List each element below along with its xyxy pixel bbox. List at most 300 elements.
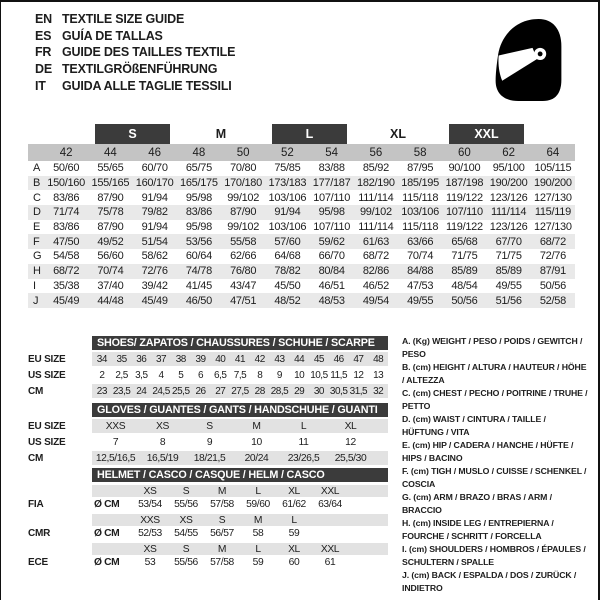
measurement-cell: 56/60 (97, 250, 124, 263)
row-label: EU SIZE (28, 420, 66, 432)
measurement-cell: 48/53 (318, 294, 345, 307)
measurement-cell: 61/63 (362, 235, 389, 248)
size-cell: 55/56 (174, 499, 198, 510)
size-cell: 10,5 (310, 369, 328, 381)
size-cell: 6 (197, 369, 204, 381)
measurement-cell: 70/74 (407, 250, 434, 263)
size-cell: 43 (274, 353, 285, 365)
size-cell: XS (143, 543, 157, 555)
row-label: CM (28, 385, 44, 397)
measurement-cell: 115/119 (534, 206, 571, 219)
size-cell: 18/21,5 (193, 452, 226, 464)
measurement-cell: 107/110 (445, 206, 483, 219)
measurement-row (28, 279, 575, 294)
measurement-cell: 80/84 (318, 265, 345, 278)
language-label: TEXTILGRÖßENFÜHRUNG (62, 62, 218, 77)
measurement-cell: 75/78 (97, 206, 124, 219)
size-cell: 45 (313, 353, 324, 365)
measurement-cell: 127/130 (534, 191, 572, 204)
helmet-size-row (28, 514, 388, 526)
measurement-cell: 37/40 (97, 279, 124, 292)
legend-item: G. (cm) ARM / BRAZO / BRAS / ARM / BRACCIO (402, 492, 552, 515)
row-label: H (33, 265, 41, 278)
size-cell: 57/58 (210, 499, 234, 510)
row-label: US SIZE (28, 436, 66, 448)
measurement-cell: 111/114 (491, 206, 527, 219)
measurement-cell: 66/70 (318, 250, 345, 263)
measurement-cell: 53/56 (185, 235, 212, 248)
size-cell: 46 (333, 353, 344, 365)
measurement-cell: 50/56 (451, 294, 478, 307)
measurement-cell: 67/70 (495, 235, 522, 248)
measurement-cell: 82/86 (362, 265, 389, 278)
size-cell: 28 (254, 385, 265, 397)
size-column-header: 46 (148, 146, 162, 159)
size-cell: 26 (195, 385, 206, 397)
size-cell: S (182, 485, 190, 497)
row-values (92, 498, 388, 511)
measurement-cell: 52/58 (539, 294, 566, 307)
size-cell: 9 (276, 369, 282, 381)
helmet-value-row (28, 556, 388, 569)
size-group-xl: XL (390, 127, 406, 141)
measurement-cell: 177/187 (312, 177, 351, 190)
measurement-cell: 50/56 (539, 279, 566, 292)
size-column-header: 58 (413, 146, 427, 159)
row-label: E (33, 221, 41, 234)
measurement-cell: 123/126 (489, 221, 528, 234)
measurement-cell: 99/102 (227, 221, 260, 234)
measurement-cell: 63/66 (407, 235, 434, 248)
gloves-table-title: GLOVES / GUANTES / GANTS / HANDSCHUHE / GUANTI (92, 403, 388, 417)
row-values (92, 419, 388, 433)
size-row (28, 368, 388, 382)
row-label: US SIZE (28, 369, 66, 381)
measurement-cell: 78/82 (274, 265, 301, 278)
size-cell: 7 (112, 436, 119, 448)
unit-spacer (92, 543, 132, 555)
measurement-row (28, 264, 575, 279)
measurement-cell: 99/102 (359, 206, 392, 219)
measurement-cell: 48/54 (451, 279, 478, 292)
unit-spacer (92, 485, 132, 497)
measurement-cell: 49/54 (362, 294, 389, 307)
measurement-row (28, 176, 575, 191)
language-title-list (35, 11, 235, 94)
row-label: J (33, 294, 39, 307)
measurement-cell: 115/118 (402, 221, 439, 234)
row-label: I (33, 279, 36, 292)
measurement-cell: 59/62 (318, 235, 345, 248)
size-column-header: 60 (457, 146, 471, 159)
size-cell: 12 (353, 369, 364, 381)
row-label: A (33, 162, 41, 175)
measurement-cell: 46/51 (318, 279, 345, 292)
row-label: G (33, 250, 42, 263)
measurement-cell: 173/183 (268, 177, 307, 190)
size-cell: S (182, 543, 190, 555)
measurement-cell: 71/75 (495, 250, 522, 263)
measurement-cell: 190/200 (534, 177, 572, 190)
size-cell: 54/55 (174, 528, 198, 539)
measurement-legend (402, 335, 588, 595)
measurement-cell: 85/89 (451, 265, 478, 278)
size-cell: XXL (320, 543, 340, 555)
helmet-size-row (28, 485, 388, 497)
measurement-cell: 45/50 (274, 279, 301, 292)
size-cell: 31,5 (349, 385, 368, 397)
measurement-cell: 123/126 (489, 191, 528, 204)
size-cell: 25,5 (172, 385, 190, 397)
size-cell: 40 (215, 353, 226, 365)
measurement-cell: 83/86 (185, 206, 212, 219)
helmet-table-title: HELMET / CASCO / CASQUE / HELM / CASCO (92, 468, 388, 482)
size-cell: 32 (373, 385, 384, 397)
measurement-row (28, 190, 575, 205)
language-item (35, 28, 235, 45)
size-cell: 53/54 (138, 499, 162, 510)
measurement-cell: 68/72 (539, 235, 566, 248)
row-label: D (33, 206, 41, 219)
measurement-cell: 150/160 (47, 177, 85, 190)
measurement-cell: 68/72 (53, 265, 80, 278)
size-cell: 23 (96, 385, 107, 397)
size-row (28, 435, 388, 449)
size-cell: 30 (313, 385, 324, 397)
measurement-cell: 95/98 (318, 206, 345, 219)
measurement-cell: 155/165 (91, 177, 130, 190)
row-values (92, 451, 388, 465)
measurement-cell: 127/130 (534, 221, 572, 234)
size-cell: 8 (257, 369, 263, 381)
size-cell: 59/60 (246, 499, 270, 510)
measurement-cell: 57/60 (274, 235, 301, 248)
size-cell: XL (344, 420, 357, 432)
standard-label: ECE (28, 557, 48, 568)
standard-label: CMR (28, 528, 51, 539)
size-cell: 8 (159, 436, 166, 448)
measurement-cell: 58/62 (141, 250, 168, 263)
size-cell: XXL (320, 485, 340, 497)
size-cell: 37 (155, 353, 167, 365)
measurement-cell: 99/102 (227, 191, 260, 204)
row-values (92, 384, 388, 398)
measurement-cell: 55/65 (97, 162, 124, 175)
size-cell (312, 514, 348, 526)
measurement-cell: 87/90 (97, 191, 124, 204)
size-cell (312, 527, 348, 540)
measurement-cell: 50/60 (53, 162, 80, 175)
size-cell: 20/24 (244, 452, 269, 464)
size-cell: 24,5 (152, 385, 170, 397)
size-cell: XXS (140, 514, 160, 526)
size-column-header: 42 (59, 146, 73, 159)
measurement-cell: 111/114 (358, 191, 394, 204)
measurement-cell: 45/49 (141, 294, 168, 307)
measurement-cell: 51/54 (141, 235, 168, 248)
size-cell: S (206, 420, 213, 432)
measurement-cell: 185/195 (401, 177, 439, 190)
measurement-cell: 55/58 (230, 235, 257, 248)
size-cell: L (300, 420, 307, 432)
measurement-cell: 74/78 (185, 265, 212, 278)
unit-label: Ø CM (94, 528, 120, 539)
size-cell: M (253, 514, 263, 526)
size-cell: XS (143, 485, 157, 497)
measurement-cell: 87/95 (407, 162, 434, 175)
size-group-row (28, 124, 575, 144)
size-cell: 59 (288, 528, 300, 539)
shoes-size-table (28, 336, 388, 398)
language-label: GUIDA ALLE TAGLIE TESSILI (62, 78, 232, 93)
row-label: C (33, 191, 41, 204)
size-cell: 58 (252, 528, 264, 539)
size-column-header: 50 (236, 146, 250, 159)
size-cell: 25,5/30 (334, 452, 367, 464)
size-cell: 2,5 (115, 369, 128, 381)
size-cell: 7,5 (233, 369, 247, 381)
row-values (92, 352, 388, 366)
size-cell: 61 (324, 557, 336, 568)
size-cell: 34 (96, 353, 107, 365)
size-cell: M (217, 485, 227, 497)
measurement-cell: 91/94 (141, 191, 168, 204)
legend-item: H. (cm) INSIDE LEG / ENTREPIERNA / FOURCHE / SCHRITT / FORCELLA (402, 518, 554, 541)
size-cell: 23/26,5 (287, 452, 320, 464)
size-cell: 30,5 (329, 385, 348, 397)
measurement-cell: 85/89 (495, 265, 522, 278)
measurement-cell: 71/74 (53, 206, 80, 219)
size-cell: 10 (251, 436, 262, 448)
measurement-cell: 105/115 (534, 162, 572, 175)
measurement-cell: 187/198 (445, 177, 484, 190)
size-cell: S (218, 514, 226, 526)
measurement-cell: 71/75 (451, 250, 478, 263)
legend-item: J. (cm) BACK / ESPALDA / DOS / ZURÜCK / INDIETRO (402, 570, 577, 593)
row-values (92, 435, 388, 449)
measurement-cell: 62/66 (230, 250, 257, 263)
size-cell: 23,5 (112, 385, 131, 397)
size-cell: 27,5 (231, 385, 249, 397)
size-column-header: 64 (546, 146, 560, 159)
row-label: B (33, 177, 41, 190)
measurement-cell: 103/106 (268, 221, 307, 234)
size-cell: XL (288, 543, 300, 555)
measurement-row (28, 161, 575, 176)
size-cell: XXS (105, 420, 126, 432)
size-cell: 44 (294, 353, 305, 365)
measurement-cell: 119/122 (445, 191, 483, 204)
size-cell: 41 (234, 353, 246, 365)
measurement-row (28, 205, 575, 220)
measurement-cell: 72/76 (539, 250, 566, 263)
size-cell: 2 (99, 369, 105, 381)
row-label (28, 543, 92, 555)
size-cell: 55/56 (174, 557, 198, 568)
measurement-cell: 87/90 (97, 221, 124, 234)
size-cell: L (255, 543, 261, 555)
language-item (35, 11, 235, 28)
measurement-cell: 91/94 (141, 221, 168, 234)
size-group-m: M (215, 127, 227, 141)
measurement-cell: 76/80 (230, 265, 257, 278)
language-label: GUÍA DE TALLAS (62, 28, 163, 43)
helmet-size-row (28, 543, 388, 555)
size-cell: 29 (294, 385, 305, 397)
measurement-cell: 47/53 (407, 279, 434, 292)
row-values (92, 485, 388, 497)
measurement-cell: 54/58 (53, 250, 80, 263)
shoes-table-title: SHOES/ ZAPATOS / CHAUSSURES / SCHUHE / SCARPE (92, 336, 388, 350)
row-label: F (33, 235, 40, 248)
measurement-cell: 170/180 (224, 177, 262, 190)
language-label: GUIDE DES TAILLES TEXTILE (62, 45, 236, 60)
size-column-header: 52 (280, 146, 294, 159)
size-row (28, 384, 388, 398)
size-cell: 63/64 (318, 499, 342, 510)
helmet-value-row (28, 527, 388, 540)
size-cell: M (252, 420, 261, 432)
measurement-cell: 46/50 (185, 294, 212, 307)
size-cell: 56/57 (210, 528, 234, 539)
size-column-header: 62 (502, 146, 516, 159)
size-cell: 13 (373, 369, 384, 381)
measurement-cell: 60/70 (141, 162, 168, 175)
size-column-header: 48 (192, 146, 206, 159)
size-cell: 5 (178, 369, 184, 381)
measurement-cell: 49/55 (407, 294, 434, 307)
language-code: ES (35, 28, 52, 43)
measurement-cell: 41/45 (185, 279, 212, 292)
size-cell: 39 (195, 353, 206, 365)
size-cell: 36 (136, 353, 147, 365)
unit-label: Ø CM (94, 499, 120, 510)
size-cell: 48 (373, 353, 384, 365)
size-cell: 9 (206, 436, 213, 448)
row-values (92, 543, 388, 555)
size-cell: 35 (116, 353, 127, 365)
measurement-row (28, 220, 575, 235)
size-cell: 57/58 (210, 557, 234, 568)
size-cell: L (255, 485, 261, 497)
unit-spacer (92, 514, 132, 526)
legend-item: E. (cm) HIP / CADERA / HANCHE / HÜFTE / HIPS / BACINO (402, 440, 574, 463)
size-cell: 42 (254, 353, 265, 365)
row-label (28, 485, 92, 497)
measurement-cell: 103/106 (268, 191, 307, 204)
measurement-cell: 75/85 (274, 162, 301, 175)
measurement-cell: 119/122 (445, 221, 483, 234)
measurement-cell: 64/68 (274, 250, 301, 263)
measurement-cell: 48/52 (274, 294, 301, 307)
measurement-cell: 95/98 (185, 191, 212, 204)
language-code: FR (35, 45, 52, 60)
size-cell: 52/53 (138, 528, 162, 539)
language-item (35, 77, 235, 94)
measurement-cell: 60/64 (185, 250, 212, 263)
measurement-cell: 47/51 (230, 294, 257, 307)
row-values (92, 368, 388, 382)
row-label (28, 514, 92, 526)
size-cell: 47 (353, 353, 364, 365)
size-cell: 28,5 (270, 385, 289, 397)
legend-item: A. (Kg) WEIGHT / PESO / POIDS / GEWITCH / PESO (402, 336, 583, 359)
measurement-cell: 39/42 (141, 279, 168, 292)
size-cell: XS (179, 514, 193, 526)
size-cell: 27 (215, 385, 226, 397)
measurement-cell: 35/38 (53, 279, 80, 292)
size-cell: L (291, 514, 297, 526)
measurement-cell: 47/50 (53, 235, 80, 248)
size-cell: 10 (294, 369, 305, 381)
measurement-cell: 103/106 (401, 206, 439, 219)
measurement-cell: 83/86 (53, 191, 80, 204)
measurement-cell: 83/88 (318, 162, 345, 175)
language-label: TEXTILE SIZE GUIDE (62, 12, 185, 27)
size-group-s: S (95, 124, 170, 144)
measurement-cell: 95/98 (185, 221, 212, 234)
size-cell: 53 (144, 557, 156, 568)
measurement-cell: 65/75 (185, 162, 212, 175)
size-cell: 24 (136, 385, 147, 397)
standard-label: FIA (28, 499, 44, 510)
legend-item: B. (cm) HEIGHT / ALTURA / HAUTEUR / HÖHE / ALTEZZA (402, 362, 587, 385)
measurement-cell: 44/48 (97, 294, 124, 307)
size-cell: XS (156, 420, 169, 432)
size-cell: 38 (175, 353, 186, 365)
size-cell: 60 (288, 557, 300, 568)
row-label: CM (28, 452, 44, 464)
legend-item: C. (cm) CHEST / PECHO / POITRINE / TRUHE / PETTO (402, 388, 588, 411)
measurement-cell: 107/110 (313, 191, 351, 204)
measurement-cell: 107/110 (313, 221, 351, 234)
measurement-cell: 165/175 (180, 177, 218, 190)
size-cell: 59 (252, 557, 264, 568)
size-cell: 16,5/19 (146, 452, 179, 464)
legend-item: F. (cm) TIGH / MUSLO / CUISSE / SCHENKEL / COSCIA (402, 466, 587, 489)
size-cell: 12,5/16,5 (95, 452, 136, 464)
legend-item: I. (cm) SHOULDERS / HOMBROS / ÉPAULES / SCHULTERN / SPALLE (402, 544, 586, 567)
measurement-cell: 45/49 (53, 294, 80, 307)
row-values (92, 514, 388, 526)
measurement-cell: 91/94 (274, 206, 301, 219)
measurement-cell: 87/91 (539, 265, 566, 278)
size-cell: 11 (298, 436, 309, 448)
measurement-cell: 70/80 (230, 162, 257, 175)
language-code: IT (35, 78, 46, 93)
size-row (28, 352, 388, 366)
measurement-row (28, 293, 575, 308)
size-group-xxl: XXL (449, 124, 524, 144)
size-cell: 12 (345, 436, 356, 448)
measurement-cell: 68/72 (362, 250, 389, 263)
measurement-cell: 160/170 (135, 177, 174, 190)
measurement-cell: 87/90 (230, 206, 257, 219)
measurement-row (28, 234, 575, 249)
measurement-cell: 72/76 (141, 265, 168, 278)
measurement-cell: 65/68 (451, 235, 478, 248)
language-item (35, 44, 235, 61)
size-number-row (28, 144, 575, 161)
size-cell: 4 (158, 369, 164, 381)
size-column-header: 56 (369, 146, 383, 159)
measurement-cell: 90/100 (448, 162, 481, 175)
row-values (92, 556, 388, 569)
size-column-header: 44 (103, 146, 117, 159)
row-values (92, 527, 388, 540)
measurement-cell: 182/190 (357, 177, 395, 190)
row-label: EU SIZE (28, 353, 66, 365)
